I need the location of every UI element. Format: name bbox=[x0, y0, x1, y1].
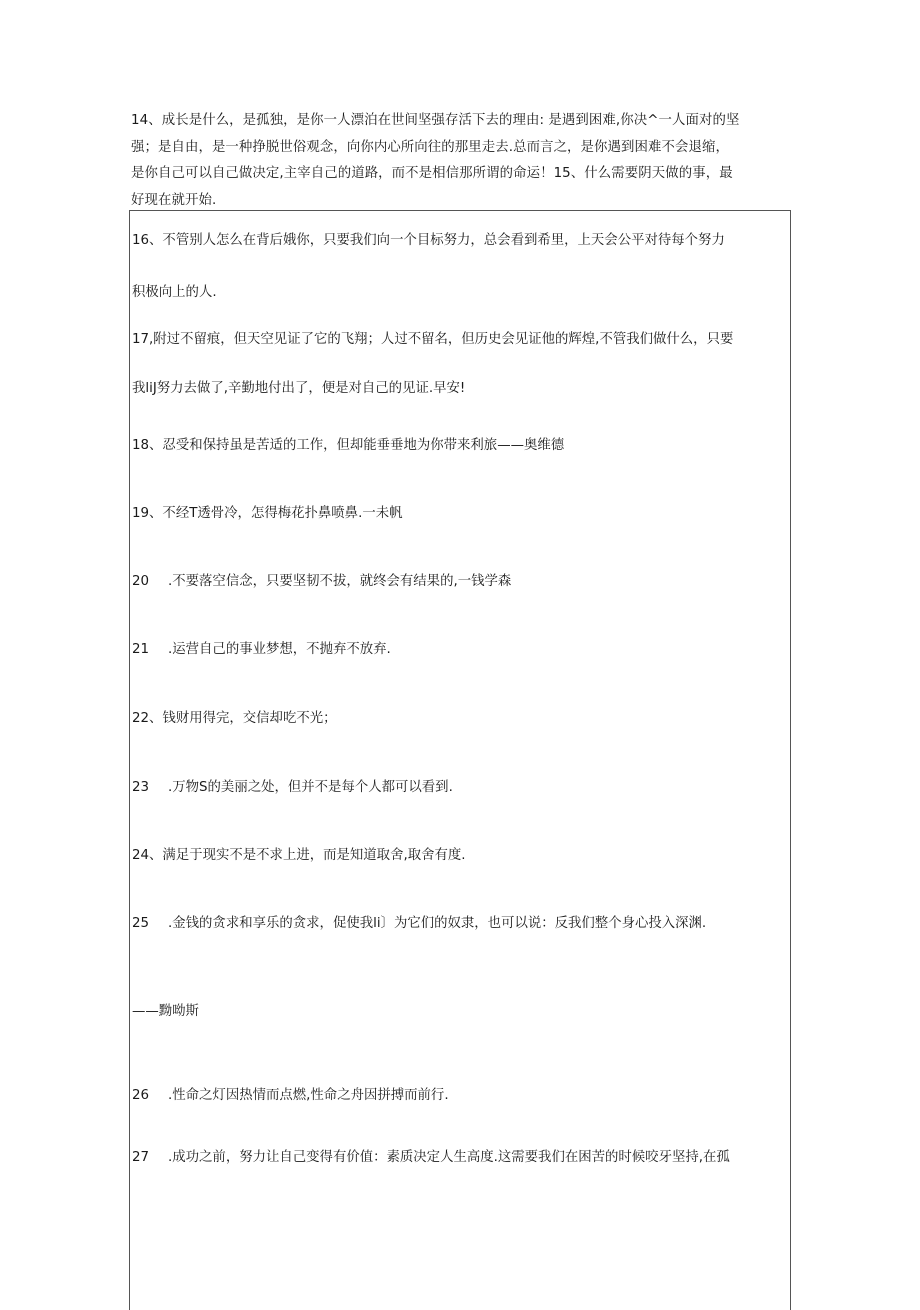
quote-text: ——黝呦斯 bbox=[132, 1004, 199, 1019]
quote-text: 17,附过不留痕，但天空见证了它的飞翔；人过不留名，但历史会见证他的辉煌,不管我们做什么，只要 bbox=[132, 332, 734, 347]
quote-text: .成功之前，努力让自己变得有价值：素质决定人生高度.这需要我们在困苦的时候咬牙坚持,在孤 bbox=[168, 1150, 730, 1165]
quote-line bbox=[132, 1087, 792, 1105]
quote-text: 积极向上的人. bbox=[132, 285, 217, 300]
quote-number: 27 bbox=[132, 1150, 150, 1165]
quote-text: .运营自己的事业梦想，不抛弃不放弃. bbox=[168, 642, 391, 657]
intro-paragraph bbox=[131, 108, 793, 214]
quote-number: 23 bbox=[132, 780, 150, 795]
quote-text: 16、不管别人怎么在背后娥你，只要我们向一个目标努力，总会看到希里，上天会公平对待每个努力 bbox=[132, 233, 725, 248]
quote-line bbox=[132, 710, 792, 728]
intro-line: 是你自己可以自己做决定,主宰自己的道路，而不是相信那所谓的命运！15、什么需要阴天做的事，最 bbox=[131, 166, 733, 181]
quote-line bbox=[132, 505, 792, 523]
quote-line bbox=[132, 331, 792, 349]
intro-line: 好现在就开始. bbox=[131, 192, 217, 208]
quote-text: 24、满足于现实不是不求上进，而是知道取舍,取舍有度. bbox=[132, 848, 466, 863]
quote-line bbox=[132, 847, 792, 865]
quote-number: 26 bbox=[132, 1088, 150, 1103]
quote-line bbox=[132, 779, 792, 797]
quote-line bbox=[132, 641, 792, 659]
quote-text: .万物S的美丽之处，但并不是每个人都可以看到. bbox=[168, 780, 453, 795]
quote-text: .性命之灯因热情而点燃,性命之舟因拼搏而前行. bbox=[168, 1088, 449, 1103]
intro-line: 强；是自由，是一种挣脱世俗观念，向你内心所向往的那里走去.总而言之，是你遇到困难不会退缩， bbox=[131, 139, 729, 155]
quote-text: 19、不经T透骨冷，怎得梅花扑鼻喷鼻.一未帆 bbox=[132, 506, 403, 521]
quote-text: 22、钱财用得完，交信却吃不光； bbox=[132, 711, 337, 726]
quote-number: 20 bbox=[132, 574, 150, 589]
quote-text: 18、忍受和保持虽是苦适的工作，但却能垂垂地为你带来利旅——奥维德 bbox=[132, 438, 565, 453]
quote-text: .金钱的贪求和享乐的贪求，促使我li〕为它们的奴隶，也可以说：反我们整个身心投入深渊. bbox=[168, 916, 707, 931]
intro-line: 14、成长是什么，是孤独，是你一人漂泊在世间坚强存活下去的理由: 是遇到困难,你决^一人面对的坚 bbox=[131, 113, 740, 128]
quote-line bbox=[132, 284, 792, 302]
quote-line bbox=[132, 1149, 792, 1167]
quote-table-frame bbox=[129, 210, 791, 1310]
quote-text: .不要落空信念，只要坚韧不拔，就终会有结果的,一钱学森 bbox=[168, 574, 512, 589]
quote-number: 25 bbox=[132, 916, 150, 931]
quote-text: 我liJ努力去做了,辛勤地付出了，便是对自己的见证.早安! bbox=[132, 381, 466, 396]
quote-line bbox=[132, 573, 792, 591]
quote-line bbox=[132, 915, 792, 933]
quote-line bbox=[132, 437, 792, 455]
quote-line bbox=[132, 232, 792, 250]
quote-attribution bbox=[132, 1003, 792, 1021]
quote-number: 21 bbox=[132, 642, 150, 657]
quote-line bbox=[132, 380, 792, 398]
